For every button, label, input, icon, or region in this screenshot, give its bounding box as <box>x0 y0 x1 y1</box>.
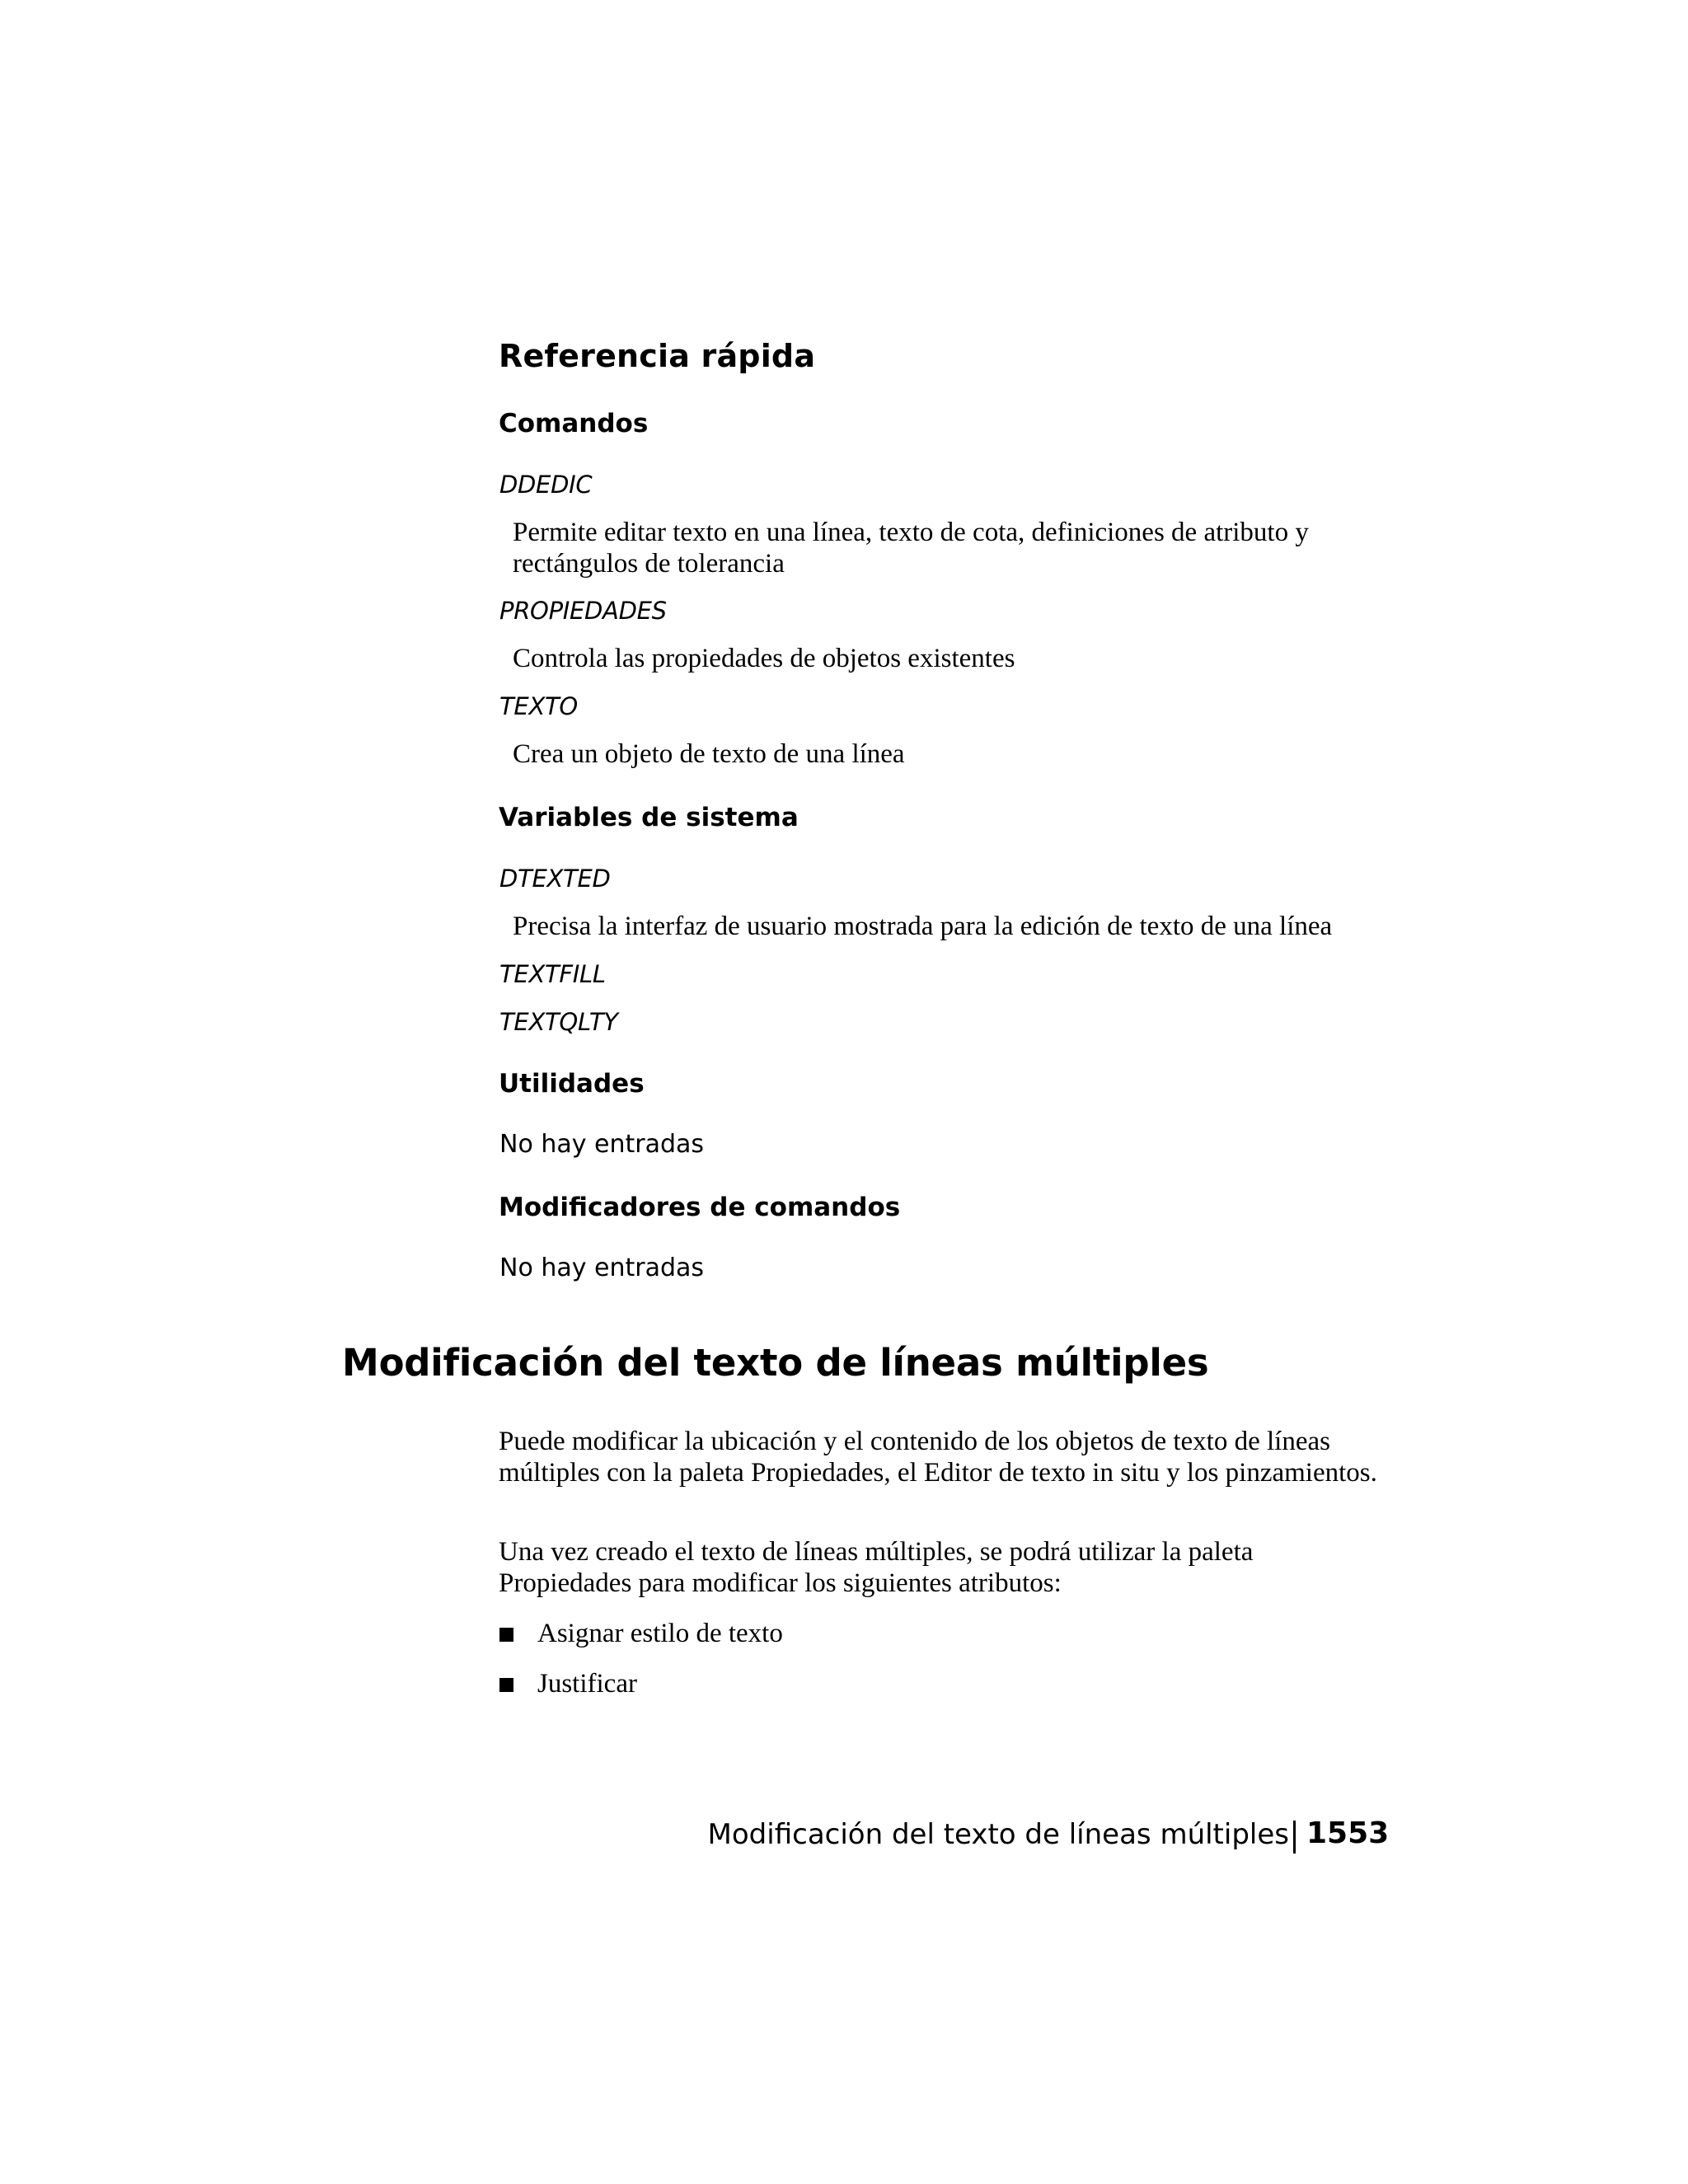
system-variable-description: Precisa la interfaz de usuario mostrada para la edición de texto de una línea <box>513 912 1333 941</box>
system-variables-heading: Variables de sistema <box>499 803 799 832</box>
bullet-item: Asignar estilo de texto <box>537 1619 783 1648</box>
command-modifiers-heading: Modificadores de comandos <box>499 1193 901 1222</box>
utilities-heading: Utilidades <box>499 1069 645 1099</box>
bullet-item: Justificar <box>537 1669 637 1699</box>
footer-separator <box>1293 1821 1296 1854</box>
system-variable-term: TEXTFILL <box>499 960 606 988</box>
commands-heading: Comandos <box>499 409 649 438</box>
system-variable-term: TEXTQLTY <box>499 1008 618 1036</box>
quick-reference-heading: Referencia rápida <box>499 338 816 374</box>
page-number: 1553 <box>1306 1816 1390 1850</box>
command-description: Controla las propiedades de objetos existentes <box>513 644 1015 673</box>
command-modifiers-text: No hay entradas <box>499 1254 705 1282</box>
footer-title: Modificación del texto de líneas múltiples <box>707 1818 1289 1851</box>
command-description: Crea un objeto de texto de una línea <box>513 739 905 769</box>
utilities-text: No hay entradas <box>499 1130 705 1159</box>
command-term: DDEDIC <box>499 471 593 499</box>
bullet-square-icon <box>499 1678 513 1692</box>
system-variable-term: DTEXTED <box>499 865 611 893</box>
command-term: TEXTO <box>499 692 578 720</box>
command-term: PROPIEDADES <box>499 597 667 625</box>
main-section-heading: Modificación del texto de líneas múltiples <box>342 1341 1209 1385</box>
body-paragraph: Puede modificar la ubicación y el contenido de los objetos de texto de líneas múltiples con la paleta Propiedades, el Editor de texto in situ y los pinzamientos. <box>499 1427 1377 1488</box>
command-description: Permite editar texto en una línea, texto de cota, definiciones de atributo y rectángulos de tolerancia <box>513 518 1309 579</box>
bullet-square-icon <box>499 1628 513 1642</box>
body-paragraph: Una vez creado el texto de líneas múltiples, se podrá utilizar la paleta Propiedades para modificar los siguientes atributos: <box>499 1537 1254 1598</box>
